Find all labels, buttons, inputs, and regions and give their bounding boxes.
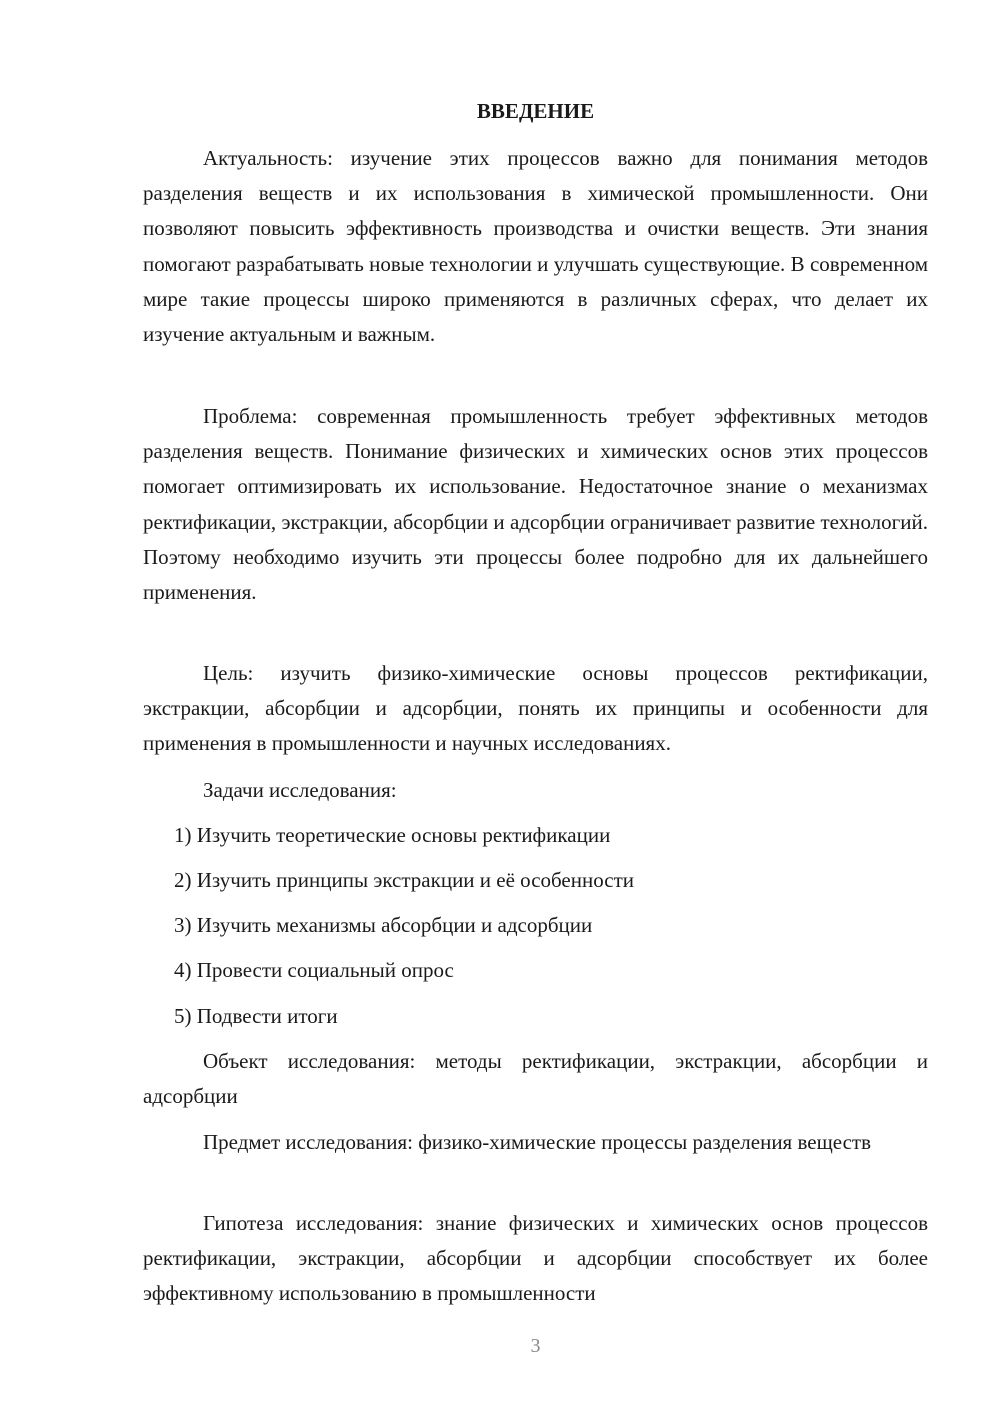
page-number: 3 <box>530 1335 541 1357</box>
hypothesis-paragraph: Гипотеза исследования: знание физических и химических основ процессов ректификации, экстракции, абсорбции и адсорбции способствует их более эффективному использованию в промышленности <box>143 1211 928 1306</box>
problem-paragraph: Проблема: современная промышленность требует эффективных методов разделения веществ. Понимание физических и химических основ этих процессов помогает оптимизировать их использование. Недостаточное знание о механизмах ректификации, экстракции, абсорбции и адсорбции ограничивает развитие технологий. Поэтому необходимо изучить эти процессы более подробно для их дальнейшего применения. <box>143 404 928 605</box>
task-item: 5) Подвести итоги <box>174 1004 338 1028</box>
tasks-title: Задачи исследования: <box>203 778 397 802</box>
relevance-paragraph: Актуальность: изучение этих процессов важно для понимания методов разделения веществ и их использования в химической промышленности. Они позволяют повысить эффективность производства и очистки веществ. Эти знания помогают разрабатывать новые технологии и улучшать существующие. В современном мире такие процессы широко применяются в различных сферах, что делает их изучение актуальным и важным. <box>143 146 928 347</box>
task-item: 2) Изучить принципы экстракции и её особенности <box>174 868 634 892</box>
task-item: 3) Изучить механизмы абсорбции и адсорбции <box>174 913 593 937</box>
section-heading: ВВЕДЕНИЕ <box>476 99 595 123</box>
goal-paragraph: Цель: изучить физико-химические основы процессов ректификации, экстракции, абсорбции и адсорбции, понять их принципы и особенности для применения в промышленности и научных исследованиях. <box>143 661 928 756</box>
task-item: 1) Изучить теоретические основы ректификации <box>174 823 611 847</box>
subject-paragraph: Предмет исследования: физико-химические процессы разделения веществ <box>203 1130 872 1154</box>
document-page <box>143 0 928 1414</box>
object-paragraph: Объект исследования: методы ректификации, экстракции, абсорбции и адсорбции <box>143 1049 928 1109</box>
task-item: 4) Провести социальный опрос <box>174 958 454 982</box>
